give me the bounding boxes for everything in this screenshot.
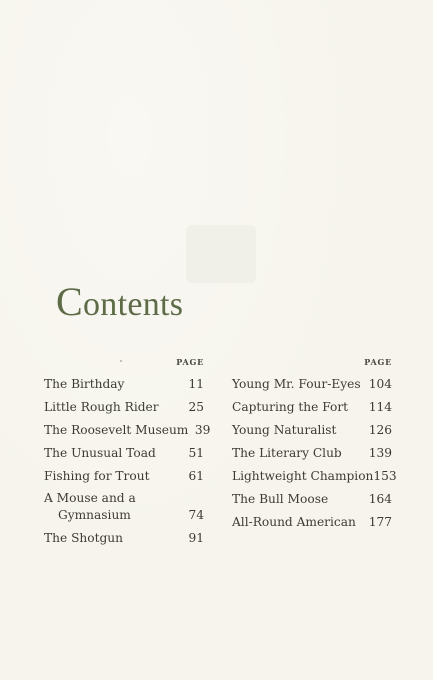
contents-entry — [232, 513, 392, 531]
page-column-header: PAGE — [364, 357, 392, 367]
page-number: 114 — [368, 400, 392, 414]
page-number: 153 — [373, 469, 397, 483]
chapter-title: Little Rough Rider — [44, 400, 159, 414]
paper-smudge — [186, 225, 256, 283]
title-initial: C — [56, 279, 83, 324]
chapter-title: Capturing the Fort — [232, 400, 349, 414]
chapter-title-line1: A Mouse and a — [44, 491, 136, 505]
chapter-title: Fishing for Trout — [44, 469, 150, 483]
page-number: 51 — [188, 446, 204, 460]
title-rest: ontents — [82, 286, 184, 323]
chapter-title: Young Mr. Four-Eyes — [232, 377, 361, 391]
chapter-title: The Unusual Toad — [44, 446, 156, 460]
contents-entry — [44, 467, 204, 485]
page-column-header: PAGE — [176, 357, 204, 367]
chapter-title: All-Round American — [232, 515, 356, 529]
page-number: 177 — [368, 515, 392, 529]
contents-entry — [44, 529, 204, 547]
chapter-title: The Roosevelt Museum — [44, 423, 189, 437]
chapter-title-line2: Gymnasium — [58, 508, 131, 522]
page-number: 164 — [368, 492, 392, 506]
page-number: 126 — [368, 423, 392, 437]
chapter-title: Lightweight Champion — [232, 469, 374, 483]
contents-entry — [44, 421, 211, 439]
page-number: 74 — [188, 508, 204, 522]
chapter-title: The Bull Moose — [232, 492, 329, 506]
page-number: 25 — [188, 400, 204, 414]
contents-entry — [232, 421, 392, 439]
contents-column-left — [44, 355, 211, 552]
contents-entry — [232, 467, 397, 485]
contents-column-right — [232, 355, 397, 536]
contents-entry — [232, 490, 392, 508]
page-number: 39 — [194, 423, 211, 437]
contents-entry — [44, 444, 204, 462]
page-number: 11 — [188, 377, 204, 391]
chapter-title — [44, 490, 136, 524]
contents-entry — [232, 398, 392, 416]
contents-entry — [232, 375, 392, 393]
page-number: 91 — [188, 531, 204, 545]
page-number: 61 — [188, 469, 204, 483]
page-title — [56, 279, 184, 325]
chapter-title: The Literary Club — [232, 446, 342, 460]
page-number: 139 — [368, 446, 392, 460]
chapter-title: Young Naturalist — [232, 423, 337, 437]
chapter-title: The Shotgun — [44, 531, 123, 545]
contents-entry — [44, 375, 204, 393]
page-number: 104 — [368, 377, 392, 391]
contents-entry — [44, 490, 204, 524]
chapter-title: The Birthday — [44, 377, 125, 391]
contents-entry — [232, 444, 392, 462]
contents-entry — [44, 398, 204, 416]
